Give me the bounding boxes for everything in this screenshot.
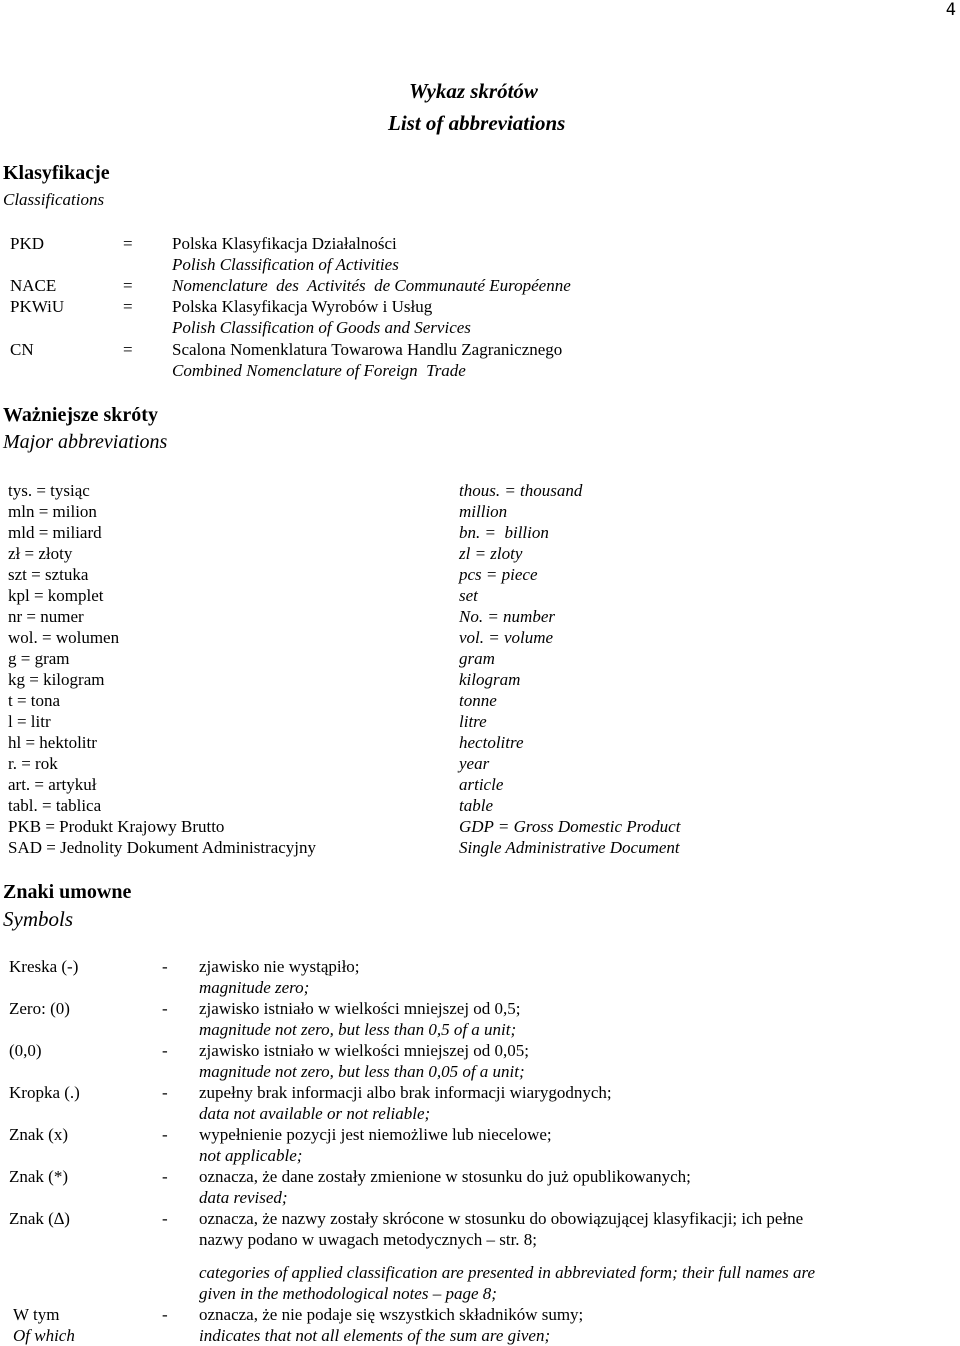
symbol-name: Znak (∆) (9, 1209, 70, 1228)
abbr-en: Single Administrative Document (459, 838, 680, 857)
symbol-desc-pl: zjawisko istniało w wielkości mniejszej od 0,5; (199, 999, 521, 1018)
class-name-pl: Polska Klasyfikacja Wyrobów i Usług (172, 297, 433, 316)
abbr-en: article (459, 775, 504, 794)
symbol-desc-pl: oznacza, że dane zostały zmienione w stosunku do już opublikowanych; (199, 1167, 691, 1186)
title-polish: Wykaz skrótów (409, 79, 538, 103)
symbols-subheading: Symbols (3, 907, 73, 931)
classifications-subheading: Classifications (3, 190, 105, 209)
abbr-en: bn. = billion (459, 523, 549, 542)
symbol-desc-pl-cont: nazwy podano w uwagach metodycznych – str. 8; (199, 1230, 538, 1249)
classifications-heading: Klasyfikacje (3, 162, 110, 184)
abbr-pl: r. = rok (8, 754, 58, 773)
page-number: 4 (945, 0, 956, 20)
abbr-en: pcs = piece (459, 565, 538, 584)
class-name-en: Combined Nomenclature of Foreign Trade (172, 361, 466, 380)
abbr-pl: zł = złoty (8, 544, 73, 563)
symbol-desc-pl: wypełnienie pozycji jest niemożliwe lub niecelowe; (199, 1125, 552, 1144)
abbr-en: tonne (459, 691, 497, 710)
symbol-name: Znak (x) (9, 1125, 69, 1144)
abbr-pl: mln = milion (8, 502, 97, 521)
symbol-desc-en: magnitude zero; (199, 978, 310, 997)
abbr-en: thous. = thousand (459, 481, 583, 500)
abbr-en: No. = number (459, 607, 555, 626)
major-heading (3, 404, 158, 427)
symbols-heading: Znaki umowne (3, 881, 132, 903)
symbol-desc-pl: zupełny brak informacji albo brak informacji wiarygodnych; (199, 1083, 612, 1102)
symbol-desc-en: indicates that not all elements of the sum are given; (199, 1326, 551, 1345)
title-english: List of abbreviations (388, 111, 566, 135)
symbol-desc-pl: zjawisko nie wystąpiło; (199, 957, 360, 976)
abbr-pl: kg = kilogram (8, 670, 105, 689)
major-heading-text: Ważniejsze skróty (3, 404, 158, 426)
symbol-name-en: Of which (13, 1326, 75, 1345)
symbol-desc-pl: zjawisko istniało w wielkości mniejszej od 0,05; (199, 1041, 530, 1060)
abbr-en: kilogram (459, 670, 521, 689)
class-abbr: PKWiU (10, 297, 65, 316)
symbol-dash: - (162, 1167, 168, 1186)
abbr-pl: hl = hektolitr (8, 733, 97, 752)
abbr-en: litre (459, 712, 487, 731)
abbr-en: table (459, 796, 493, 815)
symbol-name: Znak (*) (9, 1167, 69, 1186)
abbr-pl: szt = sztuka (8, 565, 89, 584)
abbr-pl: tys. = tysiąc (8, 481, 90, 500)
abbr-pl: wol. = wolumen (8, 628, 120, 647)
symbol-desc-en: magnitude not zero, but less than 0,5 of a unit; (199, 1020, 517, 1039)
class-abbr: PKD (10, 234, 45, 253)
symbol-desc-en: not applicable; (199, 1146, 303, 1165)
major-subheading: Major abbreviations (3, 431, 168, 453)
symbol-name: W tym (13, 1305, 60, 1324)
symbol-desc-en: categories of applied classification are presented in abbreviated form; their full names are (199, 1263, 815, 1282)
class-abbr: CN (10, 340, 34, 359)
class-eq: = (123, 340, 133, 359)
abbr-pl: kpl = komplet (8, 586, 104, 605)
class-eq: = (123, 276, 133, 295)
abbr-en: million (459, 502, 508, 521)
class-eq: = (123, 297, 133, 316)
abbr-pl: tabl. = tablica (8, 796, 102, 815)
abbr-pl: l = litr (8, 712, 51, 731)
symbol-dash: - (162, 1083, 168, 1102)
symbol-name: (0,0) (9, 1041, 42, 1060)
abbr-pl: nr = numer (8, 607, 84, 626)
abbr-en: GDP = Gross Domestic Product (459, 817, 681, 836)
class-name-fr: Nomenclature des Activités de Communauté Européenne (172, 276, 571, 295)
symbol-desc-pl: oznacza, że nie podaje się wszystkich składników sumy; (199, 1305, 584, 1324)
symbol-dash: - (162, 1125, 168, 1144)
class-eq: = (123, 234, 133, 253)
symbol-dash: - (162, 1209, 168, 1228)
symbol-name: Kreska (-) (9, 957, 79, 976)
symbol-name: Zero: (0) (9, 999, 70, 1018)
symbol-desc-en: magnitude not zero, but less than 0,05 of a unit; (199, 1062, 525, 1081)
symbol-dash: - (162, 999, 168, 1018)
symbol-dash: - (162, 1305, 168, 1324)
abbr-pl: mld = miliard (8, 523, 102, 542)
abbr-en: year (459, 754, 490, 773)
symbol-name: Kropka (.) (9, 1083, 80, 1102)
abbr-en: hectolitre (459, 733, 524, 752)
symbol-desc-pl: oznacza, że nazwy zostały skrócone w stosunku do obowiązującej klasyfikacji; ich pełne (199, 1209, 804, 1228)
symbol-desc-en: data revised; (199, 1188, 288, 1207)
abbr-pl: PKB = Produkt Krajowy Brutto (8, 817, 225, 836)
class-name-pl: Polska Klasyfikacja Działalności (172, 234, 397, 253)
abbr-en: vol. = volume (459, 628, 554, 647)
abbr-pl: art. = artykuł (8, 775, 97, 794)
abbr-en: gram (459, 649, 495, 668)
symbol-dash: - (162, 1041, 168, 1060)
class-name-pl: Scalona Nomenklatura Towarowa Handlu Zagranicznego (172, 340, 563, 359)
class-name-en: Polish Classification of Goods and Services (172, 318, 471, 337)
symbol-desc-en: data not available or not reliable; (199, 1104, 431, 1123)
class-abbr: NACE (10, 276, 57, 295)
symbol-dash: - (162, 957, 168, 976)
abbr-en: zl = zloty (459, 544, 523, 563)
class-name-en: Polish Classification of Activities (172, 255, 399, 274)
symbol-desc-en-cont: given in the methodological notes – page 8; (199, 1284, 497, 1303)
abbr-pl: t = tona (8, 691, 61, 710)
abbr-en: set (459, 586, 478, 605)
abbr-pl: g = gram (8, 649, 70, 668)
abbr-pl: SAD = Jednolity Dokument Administracyjny (8, 838, 317, 857)
